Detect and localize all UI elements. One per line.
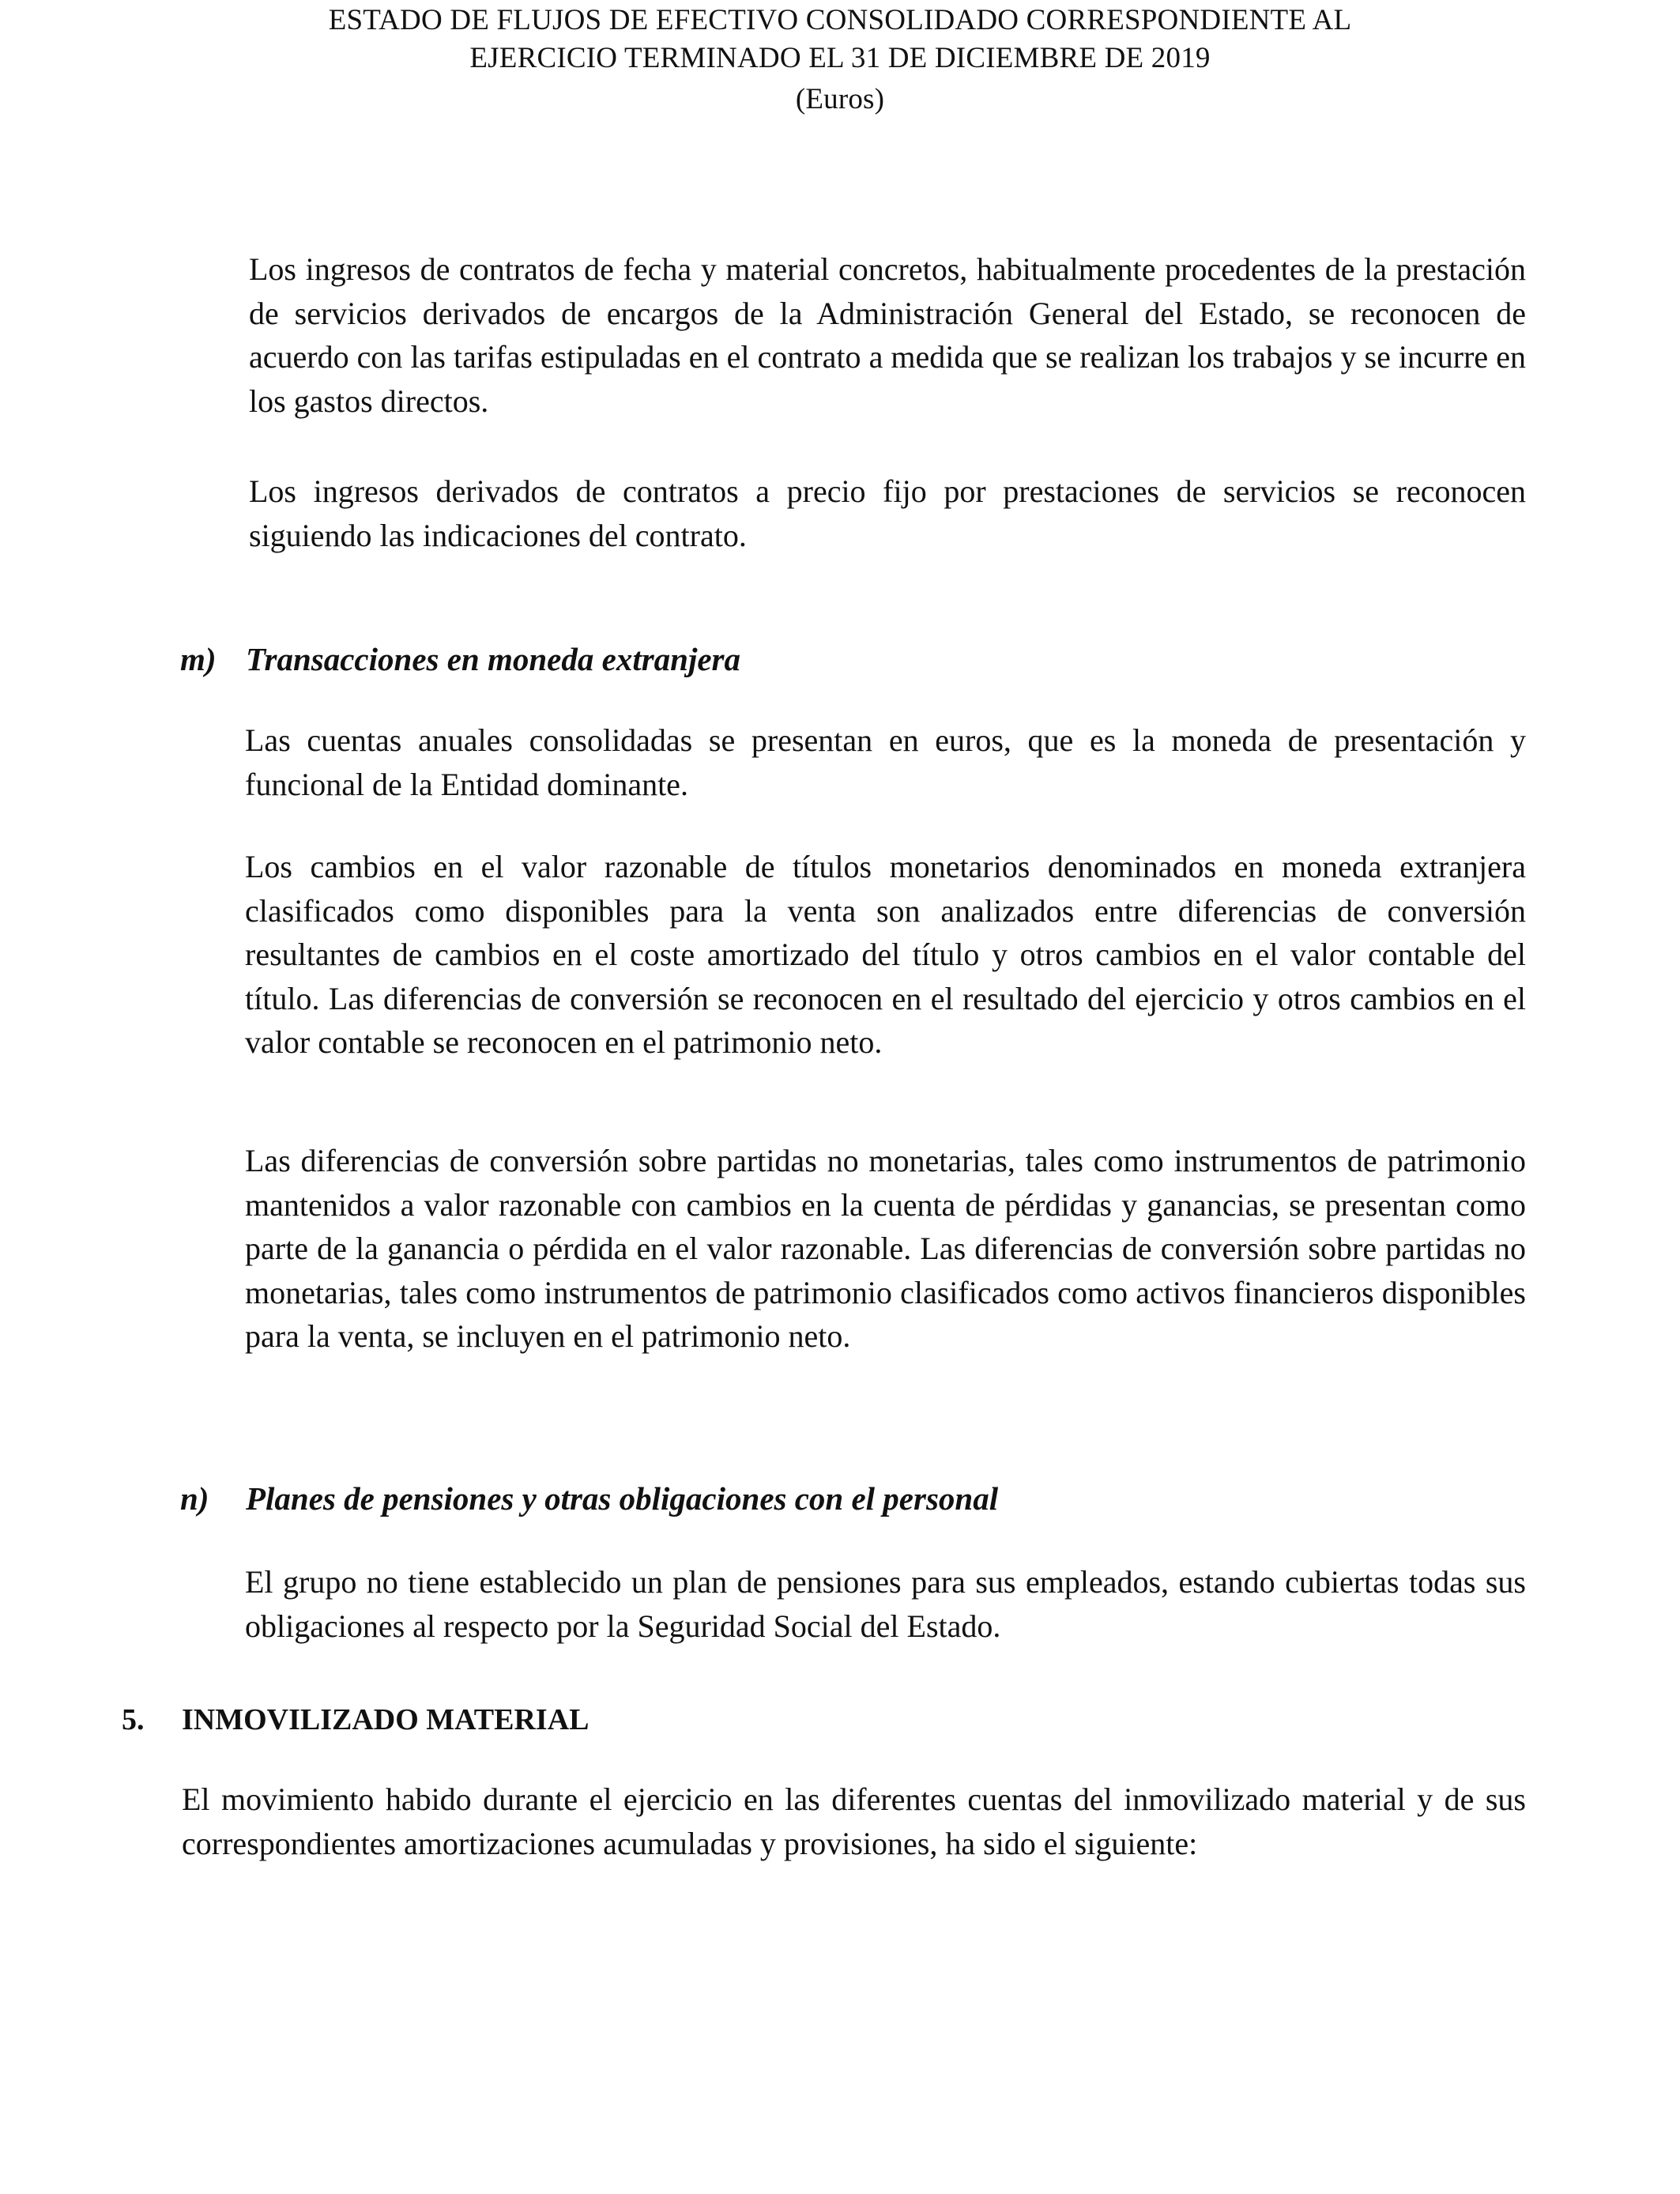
heading-pension-plans [180,1477,998,1521]
header-title-line-1: ESTADO DE FLUJOS DE EFECTIVO CONSOLIDADO CORRESPONDIENTE AL [328,4,1352,36]
paragraph-fair-value-changes: Los cambios en el valor razonable de títulos monetarios denominados en moneda extranjera clasificados como disponibles para la venta son analizados entre diferencias de conversión resultantes de cambios en el coste amortizado del título y otros cambios en el valor contable del título. Las diferencias de conversión se reconocen en el resultado del ejercicio y otros cambios en el valor contable se reconocen en el patrimonio neto. [245,849,1526,1060]
section-title: INMOVILIZADO MATERIAL [182,1703,590,1736]
paragraph-fixed-price-revenue: Los ingresos derivados de contratos a precio fijo por prestaciones de servicios se reconocen siguiendo las indicaciones del contrato. [249,473,1526,553]
heading-foreign-currency [180,638,740,681]
heading-letter: m) [180,641,217,677]
heading-letter: n) [180,1480,209,1517]
heading-title: Planes de pensiones y otras obligaciones con el personal [246,1480,999,1517]
paragraph-fixed-assets-movement: El movimiento habido durante el ejercicio en las diferentes cuentas del inmovilizado material y de sus correspondientes amortizaciones acumuladas y provisiones, ha sido el siguiente: [182,1781,1526,1861]
paragraph-presentation-currency: Las cuentas anuales consolidadas se presentan en euros, que es la moneda de presentación y funcional de la Entidad dominante. [245,722,1526,802]
paragraph-pension-obligations: El grupo no tiene establecido un plan de pensiones para sus empleados, estando cubiertas todas sus obligaciones al respecto por la Seguridad Social del Estado. [245,1564,1526,1644]
section-number: 5. [122,1703,145,1736]
paragraph-conversion-differences: Las diferencias de conversión sobre partidas no monetarias, tales como instrumentos de patrimonio mantenidos a valor razonable con cambios en la cuenta de pérdidas y ganancias, se presentan como parte de la ganancia o pérdida en el valor razonable. Las diferencias de conversión sobre partidas no monetarias, tales como instrumentos de patrimonio clasificados como activos financieros disponibles para la venta, se incluyen en el patrimonio neto. [245,1143,1526,1354]
paragraph-contract-revenue: Los ingresos de contratos de fecha y material concretos, habitualmente procedentes de la prestación de servicios derivados de encargos de la Administración General del Estado, se reconocen de acuerdo con las tarifas estipuladas en el contrato a medida que se realizan los trabajos y se incurre en los gastos directos. [249,251,1526,419]
section-heading-fixed-assets [122,1698,590,1742]
heading-title: Transacciones en moneda extranjera [246,641,741,677]
header-title-line-2: EJERCICIO TERMINADO EL 31 DE DICIEMBRE DE 2019 [469,42,1211,74]
header-currency-note: (Euros) [795,83,885,115]
